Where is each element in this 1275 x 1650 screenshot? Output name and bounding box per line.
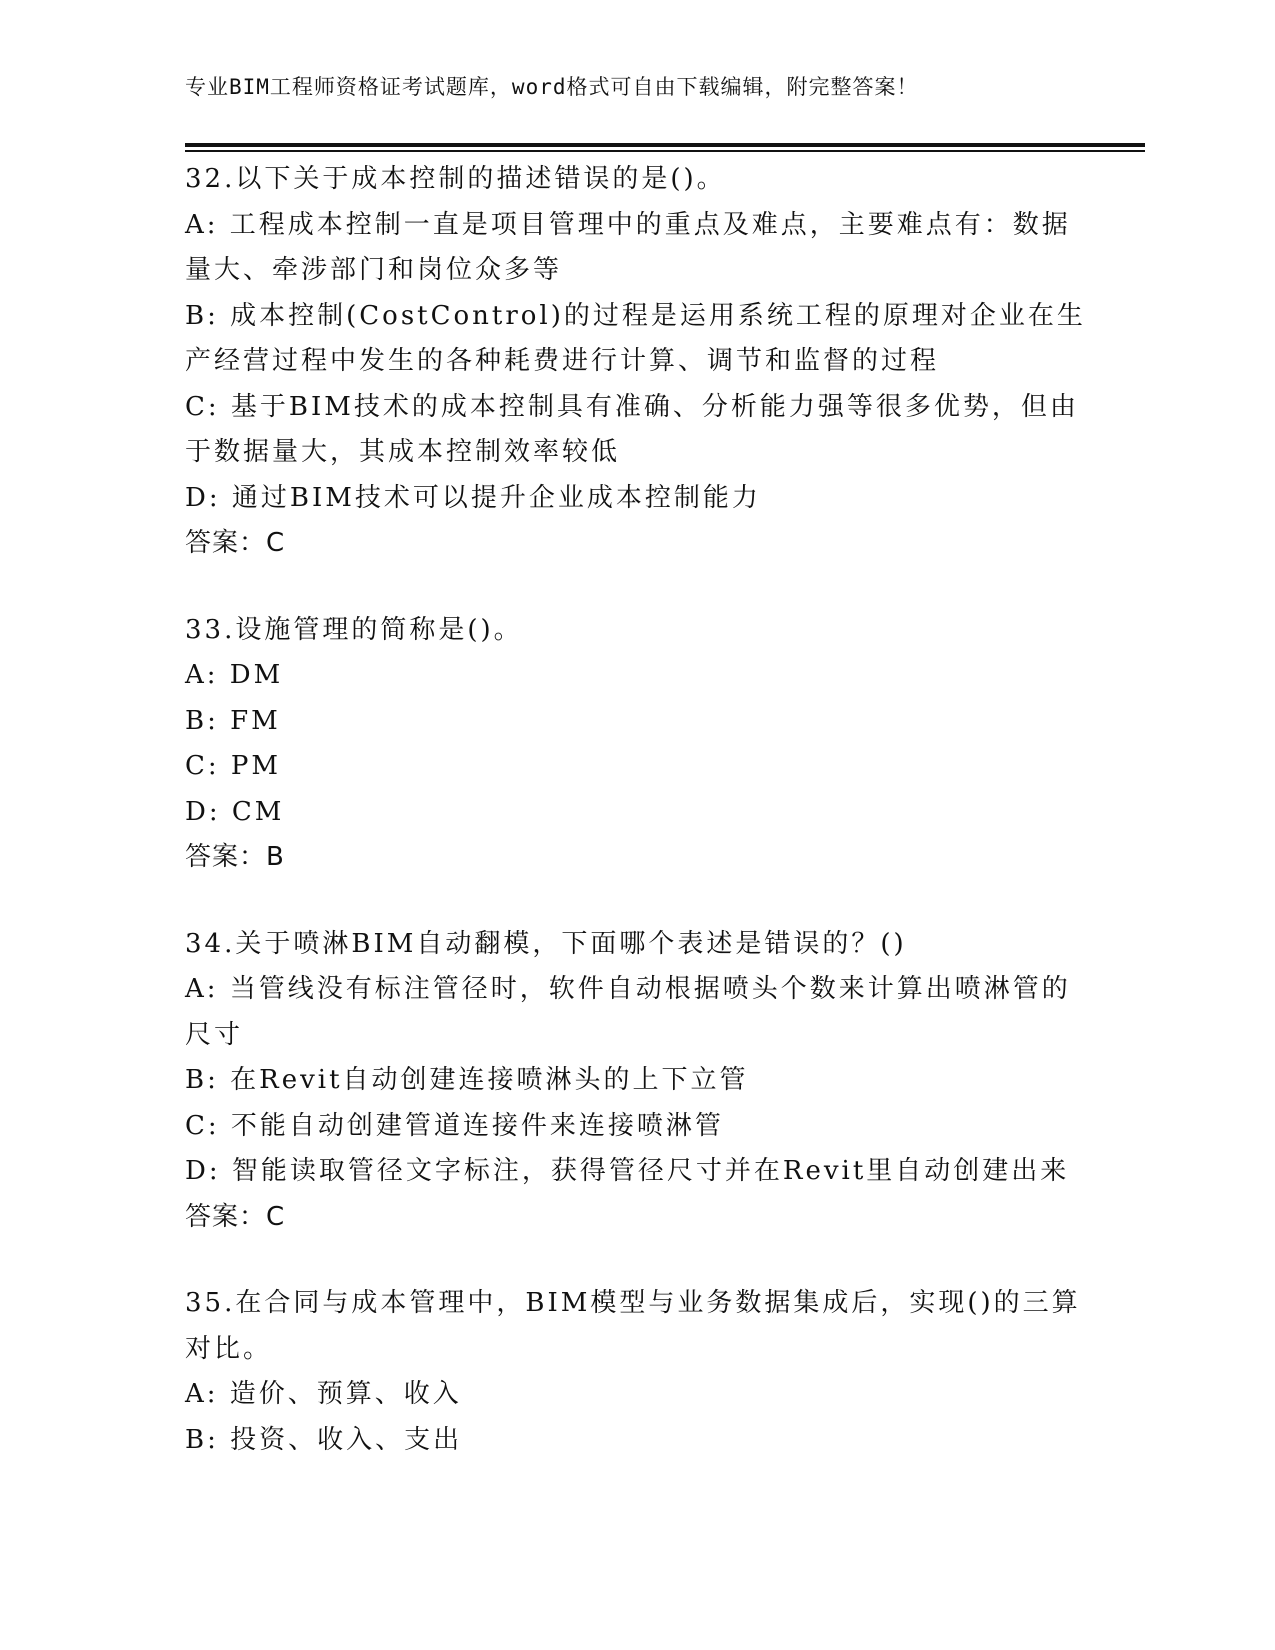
answer-line: 答案：C — [185, 528, 286, 558]
question-stem: 35.在合同与成本管理中，BIM模型与业务数据集成后，实现()的三算 — [185, 1288, 1081, 1318]
question-33 — [185, 608, 1065, 881]
question-stem: 33.设施管理的简称是()。 — [185, 614, 523, 645]
option-b: B: FM — [185, 705, 281, 736]
option-c: C: PM — [185, 751, 282, 781]
page-header: 专业BIM工程师资格证考试题库，word格式可自由下载编辑，附完整答案！ — [185, 75, 919, 99]
option-d: D: CM — [185, 796, 285, 827]
option-a: A: 工程成本控制一直是项目管理中的重点及难点，主要难点有：数据 量大、牵涉部门和岗位众多等 — [185, 209, 1071, 285]
question-35 — [185, 1281, 1081, 1463]
question-32 — [185, 157, 1086, 567]
question-34 — [185, 922, 1071, 1241]
question-stem: 34.关于喷淋BIM自动翻模，下面哪个表述是错误的？() — [185, 928, 907, 959]
option-a: A: 当管线没有标注管径时，软件自动根据喷头个数来计算出喷淋管的 尺寸 — [185, 974, 1071, 1050]
option-d: D: 智能读取管径文字标注，获得管径尺寸并在Revit里自动创建出来 — [185, 1156, 1070, 1186]
answer-line: 答案：C — [185, 1201, 286, 1232]
question-stem-continued: 对比。 — [185, 1333, 273, 1364]
header-rule-thick — [185, 143, 1145, 147]
option-a: A: 造价、预算、收入 — [185, 1379, 462, 1409]
option-c: C: 不能自动创建管道连接件来连接喷淋管 — [185, 1110, 724, 1141]
answer-line: 答案：B — [185, 842, 285, 872]
header-rule-thin — [185, 150, 1145, 152]
option-b: B: 投资、收入、支出 — [185, 1424, 463, 1455]
question-list — [185, 157, 1086, 1504]
option-c: C: 基于BIM技术的成本控制具有准确、分析能力强等很多优势，但由 于数据量大，其成本控制效率较低 — [185, 391, 1079, 467]
option-b: B: 成本控制(CostControl)的过程是运用系统工程的原理对企业在生 产经营过程中发生的各种耗费进行计算、调节和监督的过程 — [185, 300, 1086, 376]
question-stem: 32.以下关于成本控制的描述错误的是()。 — [185, 164, 726, 194]
option-a: A: DM — [185, 660, 284, 690]
option-b: B: 在Revit自动创建连接喷淋头的上下立管 — [185, 1065, 749, 1095]
option-d: D: 通过BIM技术可以提升企业成本控制能力 — [185, 482, 761, 513]
